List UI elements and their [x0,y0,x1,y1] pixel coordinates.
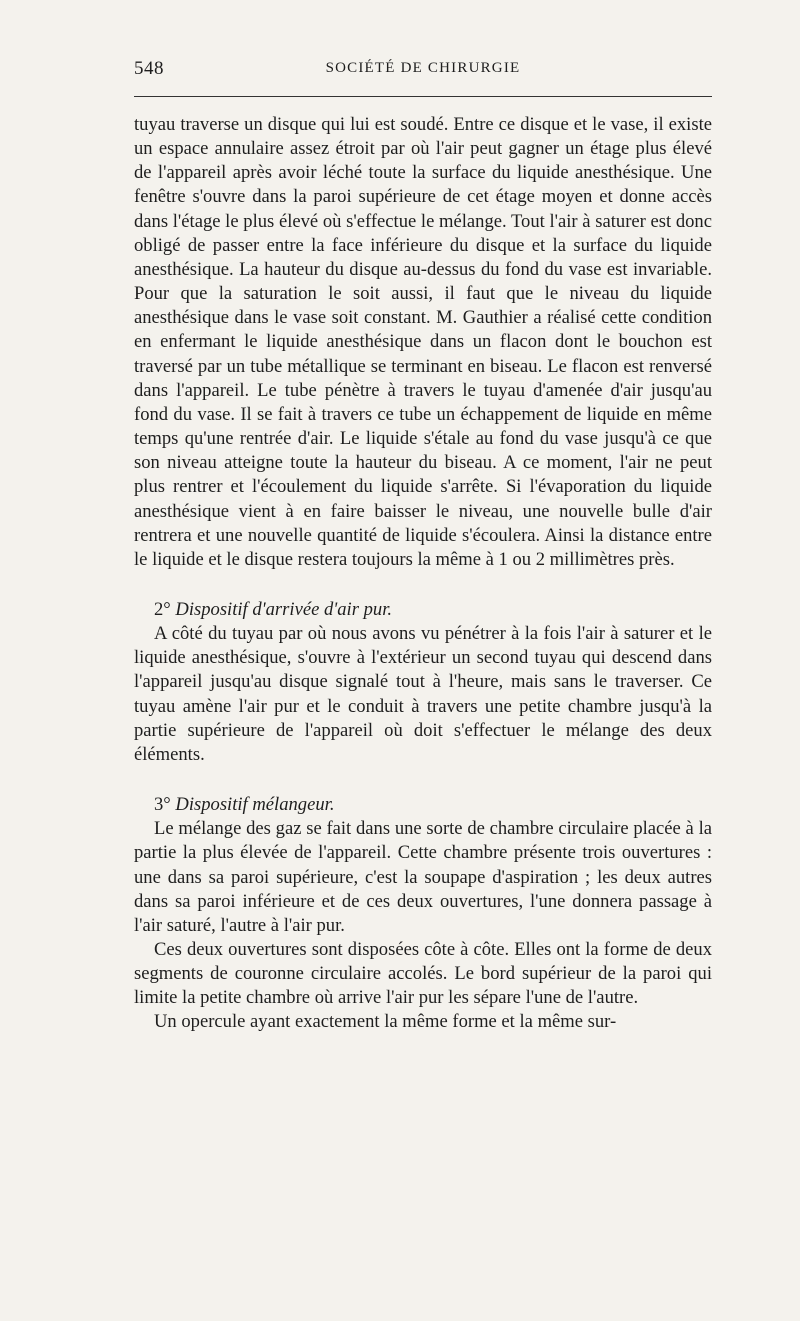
paragraph: Le mélange des gaz se fait dans une sorte de chambre circulaire placée à la partie la plus élevée de l'appareil. Cette chambre présente trois ouvertures : une dans sa paroi supérieure, c'est la soupape d'aspiration ; les deux autres dans sa paroi inférieure et de ces deux ouvertures, l'une donnera passage à l'air saturé, l'autre à l'air pur. [134,818,712,936]
body-text [134,113,712,1035]
header-rule [134,96,712,97]
paragraph: Un opercule ayant exactement la même forme et la même sur- [154,1011,617,1033]
paragraph: Ces deux ouvertures sont disposées côte à côte. Elles ont la forme de deux segments de couronne circulaire accolés. Le bord supérieur de la paroi qui limite la petite chambre où arrive l'air pur les sépare l'une de l'autre. [134,939,712,1009]
section-number: 2° [154,598,171,620]
section-title: Dispositif d'arrivée d'air pur. [175,598,393,620]
section-heading-melangeur [134,793,712,817]
section-number: 3° [154,794,171,816]
section-heading-air-pur [134,598,712,622]
running-header [134,58,712,84]
paragraph-continuation: tuyau traverse un disque qui lui est soudé. Entre ce disque et le vase, il existe un espace annulaire assez étroit par où l'air peut gagner un étage plus élevé de l'appareil après avoir léché toute la surface du liquide anesthésique. Une fenêtre s'ouvre dans la paroi supérieure de cet étage moyen et donne accès dans l'étage le plus élevé où s'effectue le mélange. Tout l'air à saturer est donc obligé de passer entre la face inférieure du disque et la surface du liquide anesthésique. La hauteur du disque au-dessus du fond du vase est invariable. Pour que la saturation le soit aussi, il faut que le niveau du liquide anesthésique dans le vase soit constant. M. Gauthier a réalisé cette condition en enfermant le liquide anesthésique dans un flacon dont le bouchon est traversé par un tube métallique se terminant en biseau. Le flacon est renversé dans l'appareil. Le tube pénètre à travers le tuyau d'amenée d'air jusqu'au fond du vase. Il se fait à travers ce tube un échappement de liquide en même temps qu'une rentrée d'air. Le liquide s'étale au fond du vase jusqu'à ce que son niveau atteigne toute la hauteur du biseau. A ce moment, l'air ne peut plus rentrer et l'écoulement du liquide s'arrête. Si l'évaporation du liquide anesthésique vient à en faire baisser le niveau, une nouvelle bulle d'air rentrera et une nouvelle quantité de liquide s'écoulera. Ainsi la distance entre le liquide et le disque restera toujours la même à 1 ou 2 millimètres près. [134,114,712,570]
page-number: 548 [134,58,164,79]
running-title: SOCIÉTÉ DE CHIRURGIE [325,60,521,76]
section-title: Dispositif mélangeur. [175,794,335,816]
paragraph: A côté du tuyau par où nous avons vu pénétrer à la fois l'air à saturer et le liquide anesthésique, s'ouvre à l'extérieur un second tuyau qui descend dans l'appareil jusqu'au disque signalé tout à l'heure, mais sans le traverser. Ce tuyau amène l'air pur et le conduit à travers une petite chambre jusqu'à la partie supérieure de l'appareil où doit s'effectuer le mélange des deux éléments. [134,623,712,765]
